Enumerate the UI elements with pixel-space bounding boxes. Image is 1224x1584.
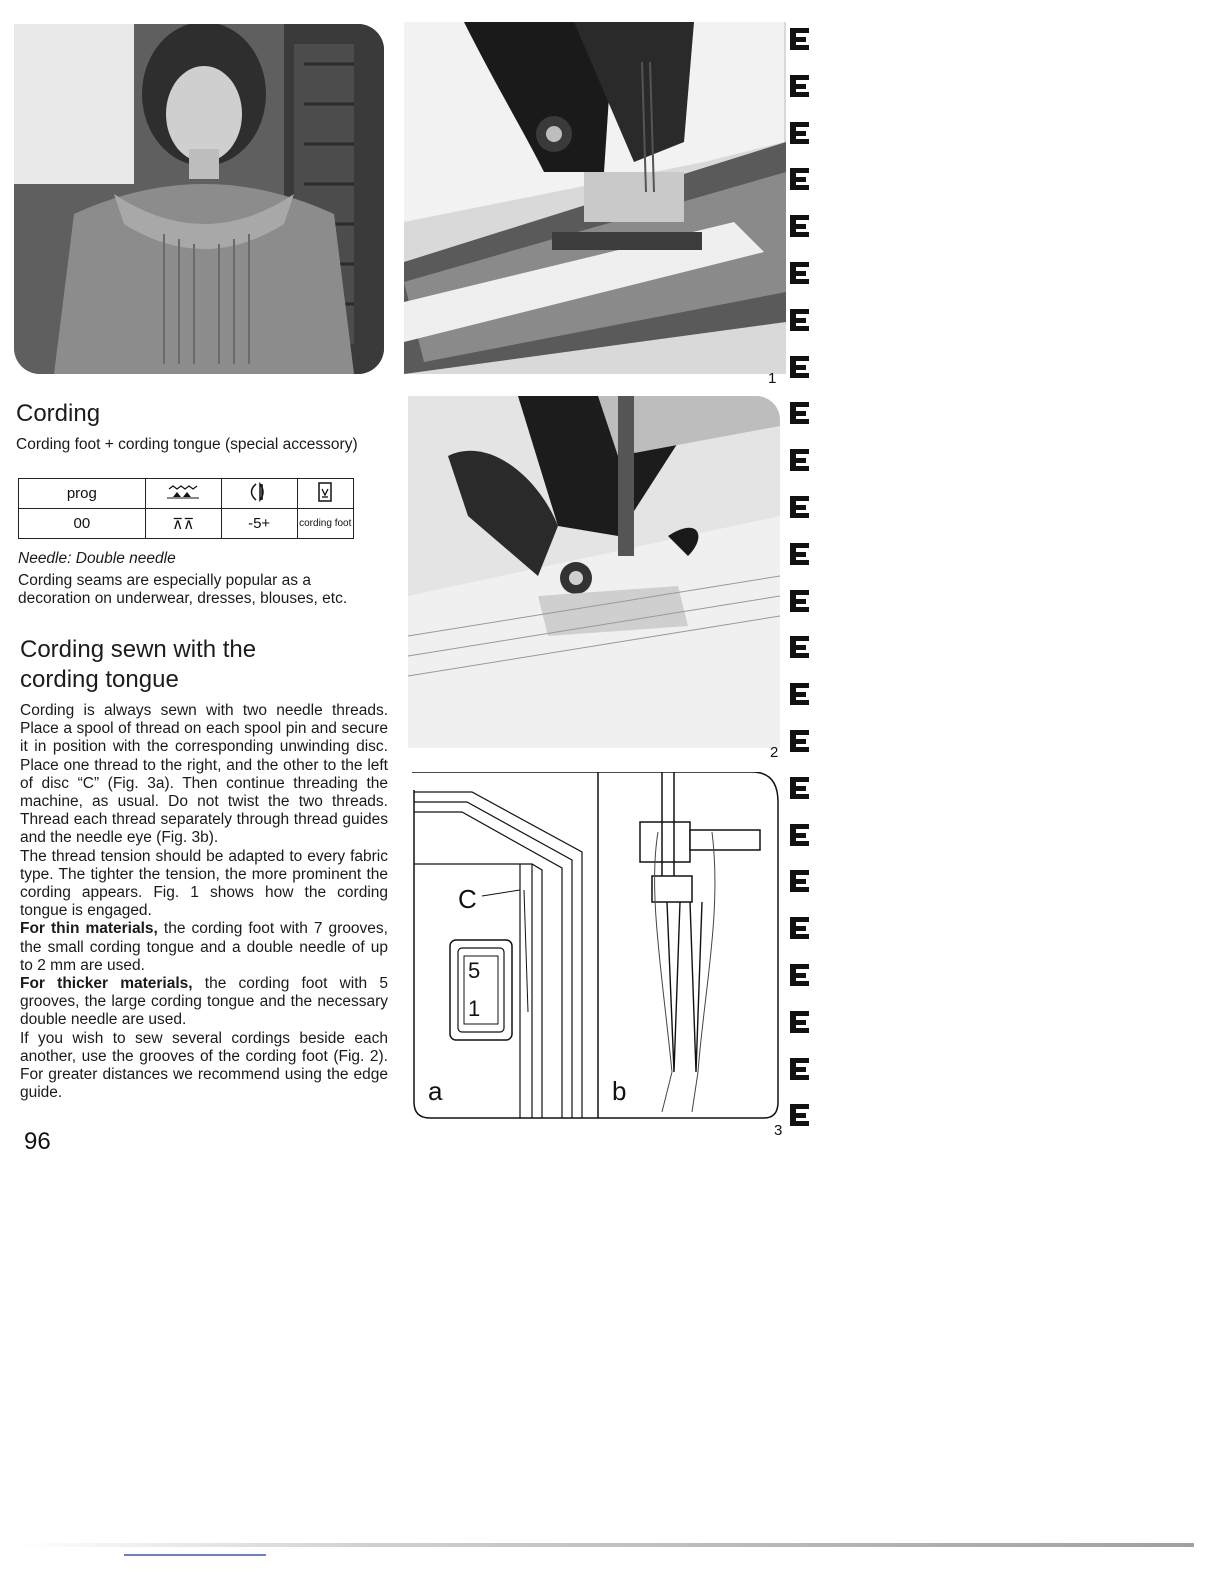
needle-line [18,550,176,568]
thin-materials-text: the cording foot with 7 grooves, the small cording tongue and a double needle of up to 2 mm are used. [20,920,388,974]
fig2-number: 2 [770,744,779,761]
thumb-tab-e [790,262,809,284]
thumb-tab-e [790,636,809,658]
para-threading: Cording is always sewn with two needle threads. Place a spool of thread on each spool pin and secure it in position with the corresponding unwinding disc. Place one thread to the right, and the other to the left of disc “C” (Fig. 3a). Then continue threading the machine, as usual. Do not twist the two threads. Thread each thread separately through thread guides and the needle eye (Fig. 3b). [20,702,388,847]
thumb-tab-e [790,215,809,237]
settings-table [18,478,354,539]
thumb-tab-e [790,449,809,471]
settings-foot-value: cording foot [297,509,353,539]
thumb-tab-e [790,356,809,378]
photo-fig2-cording-foot-grooves [408,396,780,748]
diagram-fig3-threading [412,772,780,1120]
fig3-disc-label: C [458,884,477,914]
section-title-cording: Cording [16,400,101,427]
thumb-tab-e [790,1011,809,1033]
thumb-tab-e [790,730,809,752]
section-title-cording-tongue-line1: Cording sewn with the [20,636,257,663]
thumb-tab-e [790,309,809,331]
thin-materials-label: For thin materials, [20,920,158,938]
footer-rule [18,1543,1194,1547]
thumb-tab-e [790,1058,809,1080]
thumb-tab-e [790,824,809,846]
thick-materials-label: For thicker materials, [20,975,193,993]
settings-value-row [19,509,354,539]
photo-fig1-cording-tongue [404,22,786,374]
fig3-number: 3 [774,1122,783,1139]
footer-blue-line [124,1554,266,1556]
thumb-tab-e [790,964,809,986]
para-tension: The thread tension should be adapted to every fabric type. The tighter the tension, the more prominent the cording appears. Fig. 1 shows how the cording tongue is engaged. [20,847,388,920]
thumb-tab-e [790,683,809,705]
fig1-number: 1 [768,370,777,387]
needle-value: Double needle [71,550,176,567]
para-several-cordings: If you wish to sew several cordings beside each another, use the grooves of the cording foot (Fig. 2). For greater distances we recommend using the edge guide. [20,1029,388,1102]
fig3b-label: b [612,1076,627,1106]
settings-header-row [19,479,354,509]
thumb-tab-e [790,1104,809,1126]
tension-icon [221,479,297,509]
fig3a-label: a [428,1076,443,1106]
fig3-dial-top: 5 [468,958,481,983]
para-thick-materials [20,975,388,1030]
stitch-length-icon [145,479,221,509]
page-number: 96 [24,1128,51,1155]
settings-tension-value: -5+ [221,509,297,539]
section2-body [20,702,388,1102]
section-title-cording-tongue-line2: cording tongue [20,666,179,693]
settings-prog-value: 00 [19,509,146,539]
thumb-tab-e [790,496,809,518]
photo-woman-blouse [14,24,384,374]
thumb-tab-e [790,402,809,424]
needle-label: Needle: [18,550,72,567]
presser-foot-icon [297,479,353,509]
thumb-tab-e [790,168,809,190]
thumb-tab-e [790,28,809,50]
thick-materials-text: the cording foot with 5 grooves, the large cording tongue and the necessary double needle are used. [20,975,388,1029]
settings-prog-header: prog [19,479,146,509]
para-thin-materials [20,920,388,975]
cording-description: Cording seams are especially popular as a decoration on underwear, dresses, blouses, etc. [18,572,348,608]
thumb-tab-e [790,590,809,612]
thumb-tab-e [790,917,809,939]
thumb-tab-e [790,75,809,97]
cording-subtitle: Cording foot + cording tongue (special accessory) [16,436,358,453]
thumb-tab-e [790,122,809,144]
thumb-tab-e [790,870,809,892]
thumb-tab-e [790,543,809,565]
thumb-tab-e [790,777,809,799]
settings-stitch-value: ⊼⊼ [145,509,221,539]
fig3-dial-bottom: 1 [468,996,481,1021]
